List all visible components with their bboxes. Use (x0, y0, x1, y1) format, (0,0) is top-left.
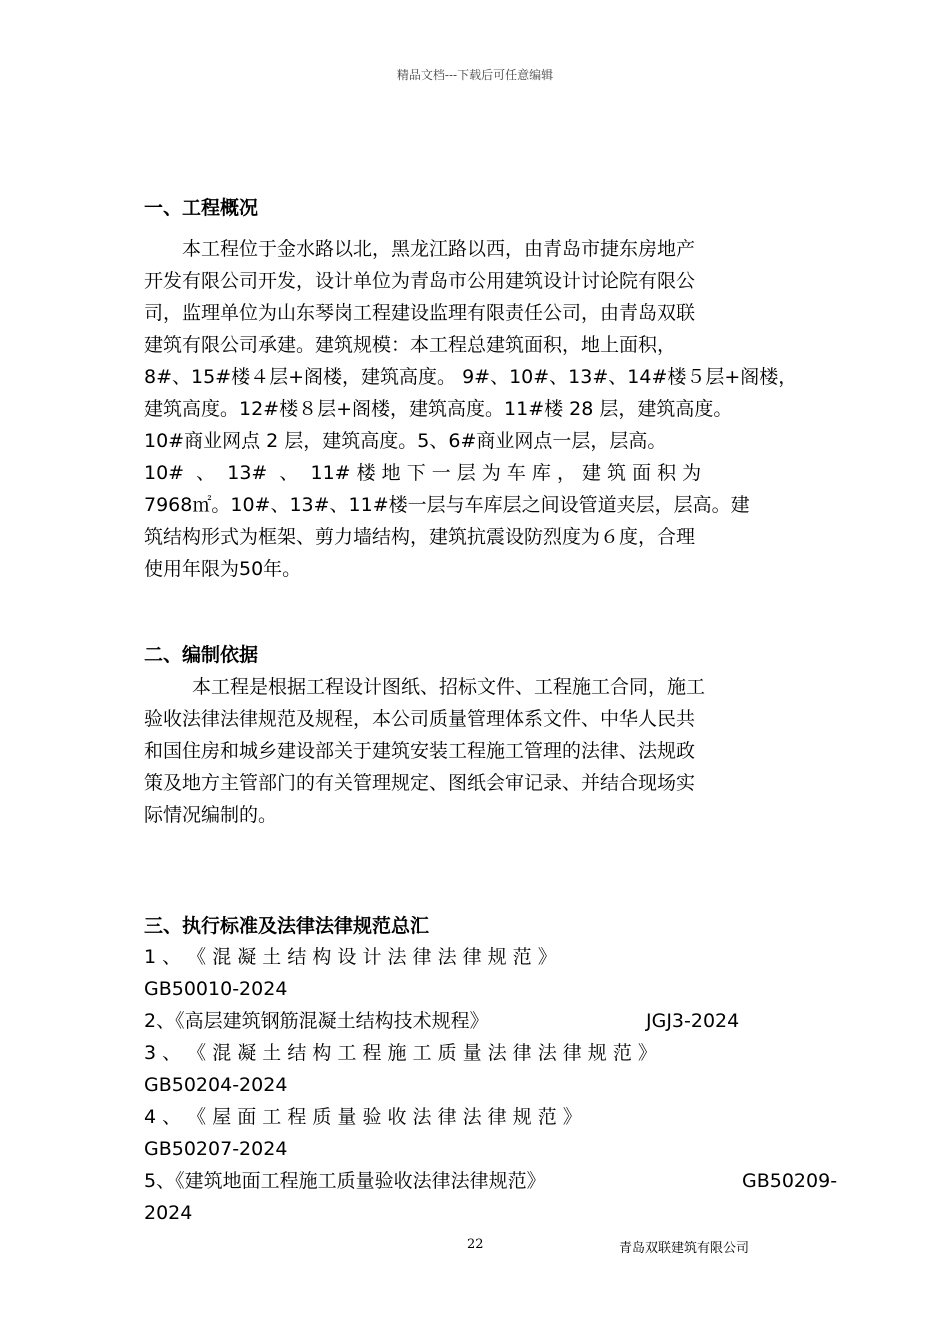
standard-code-2: JGJ3-2024 (646, 1010, 740, 1032)
paragraph-line: 10# 、 13# 、 11# 楼 地 下 一 层 为 车 库 ， 建 筑 面 积 为 (144, 462, 702, 484)
section-2-body (144, 671, 806, 831)
paragraph-line: 司，监理单位为山东琴岗工程建设监理有限责任公司，由青岛双联 (144, 302, 696, 324)
paragraph-line: 本工程位于金水路以北，黑龙江路以西，由青岛市捷东房地产 (182, 238, 696, 260)
paragraph-line: 筑结构形式为框架、剪力墙结构，建筑抗震设防烈度为６度，合理 (144, 526, 696, 548)
paragraph-line: 际情况编制的。 (144, 804, 278, 826)
standard-code-3: GB50204-2024 (144, 1074, 288, 1096)
page-number: 22 (467, 1237, 484, 1252)
page-header: 精品文档---下载后可任意编辑 (396, 68, 554, 82)
footer-company: 青岛双联建筑有限公司 (619, 1241, 750, 1256)
standard-item-5: 5、《建筑地面工程施工质量验收法律法律规范》 (144, 1170, 546, 1192)
standard-item-1: 1 、 《 混 凝 土 结 构 设 计 法 律 法 律 规 范 》 (144, 946, 557, 968)
paragraph-line: 8#、15#楼４层+阁楼，建筑高度。 9#、10#、13#、14#楼５层+阁楼， (144, 366, 798, 388)
paragraph-line: 使用年限为50年。 (144, 558, 302, 580)
paragraph-line: 和国住房和城乡建设部关于建筑安装工程施工管理的法律、法规政 (144, 740, 696, 762)
paragraph-line: 建筑高度。12#楼８层+阁楼，建筑高度。11#楼 28 层，建筑高度。 (144, 398, 733, 420)
paragraph-line: 10#商业网点 2 层，建筑高度。5、6#商业网点一层，层高。 (144, 430, 667, 452)
standard-code-5-continued: 2024 (144, 1202, 193, 1224)
standard-item-2: 2、《高层建筑钢筋混凝土结构技术规程》 (144, 1010, 489, 1032)
standard-code-5: GB50209- (742, 1170, 838, 1192)
paragraph-line: 开发有限公司开发，设计单位为青岛市公用建筑设计讨论院有限公 (144, 270, 696, 292)
standard-code-1: GB50010-2024 (144, 978, 288, 1000)
section-2-title: 二、编制依据 (144, 644, 259, 666)
paragraph-line: 验收法律法律规范及规程，本公司质量管理体系文件、中华人民共 (144, 708, 696, 730)
section-3-title: 三、执行标准及法律法律规范总汇 (144, 915, 430, 937)
standard-item-3: 3 、 《 混 凝 土 结 构 工 程 施 工 质 量 法 律 法 律 规 范 》 (144, 1042, 657, 1064)
section-1-title: 一、工程概况 (144, 197, 259, 219)
section-1-body (144, 233, 806, 585)
paragraph-line: 本工程是根据工程设计图纸、招标文件、工程施工合同，施工 (192, 676, 706, 698)
standard-code-4: GB50207-2024 (144, 1138, 288, 1160)
paragraph-line: 建筑有限公司承建。建筑规模：本工程总建筑面积，地上面积， (144, 334, 677, 356)
paragraph-line: 7968㎡。10#、13#、11#楼一层与车库层之间设管道夹层，层高。建 (144, 494, 750, 516)
standard-item-4: 4 、 《 屋 面 工 程 质 量 验 收 法 律 法 律 规 范 》 (144, 1106, 582, 1128)
paragraph-line: 策及地方主管部门的有关管理规定、图纸会审记录、并结合现场实 (144, 772, 696, 794)
